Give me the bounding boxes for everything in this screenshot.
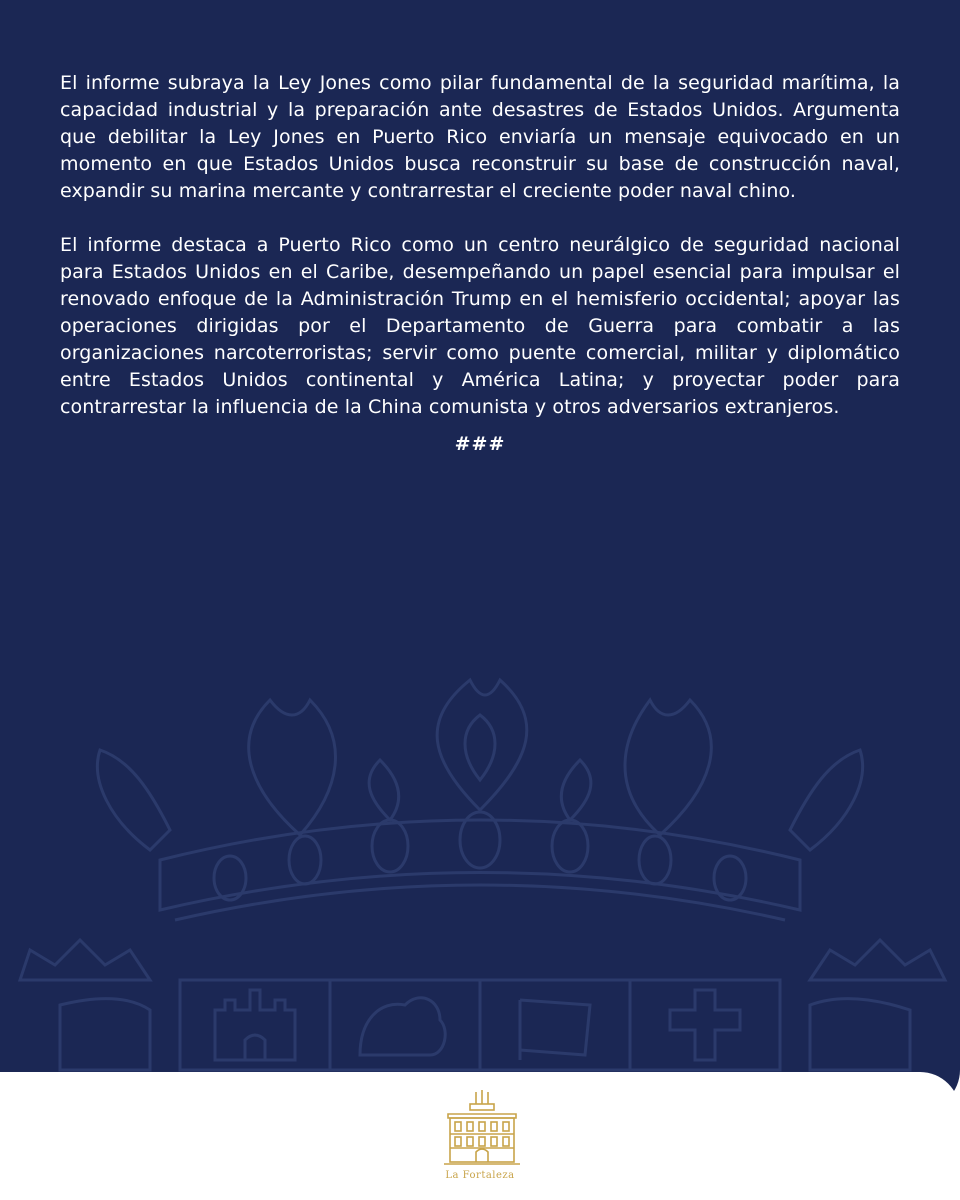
paragraph-1: El informe subraya la Ley Jones como pilar fundamental de la seguridad marítima, la capacidad industrial y la preparación ante desastres de Estados Unidos. Argumenta que debilitar la Ley Jones en Puerto Rico enviaría un mensaje equivocado en un momento en que Estados Unidos busca reconstruir su base de construcción naval, expandir su marina mercante y contrarrestar el creciente poder naval chino. (60, 72, 900, 202)
end-mark: ### (454, 433, 506, 455)
logo-text: La Fortaleza (445, 1170, 515, 1181)
paragraph-2: El informe destaca a Puerto Rico como un centro neurálgico de seguridad nacional para Estados Unidos en el Caribe, desempeñando un papel esencial para impulsar el renovado enfoque de la Administración Trump en el hemisferio occidental; apoyar las operaciones dirigidas por el Departamento de Guerra para combatir a las organizaciones narcoterroristas; servir como puente comercial, militar y diplomático entre Estados Unidos continental y América Latina; y proyectar poder para contrarrestar la influencia de la China comunista y otros adversarios extranjeros. (60, 234, 900, 418)
crown-watermark-icon (0, 660, 960, 1110)
press-release-body (60, 70, 900, 448)
